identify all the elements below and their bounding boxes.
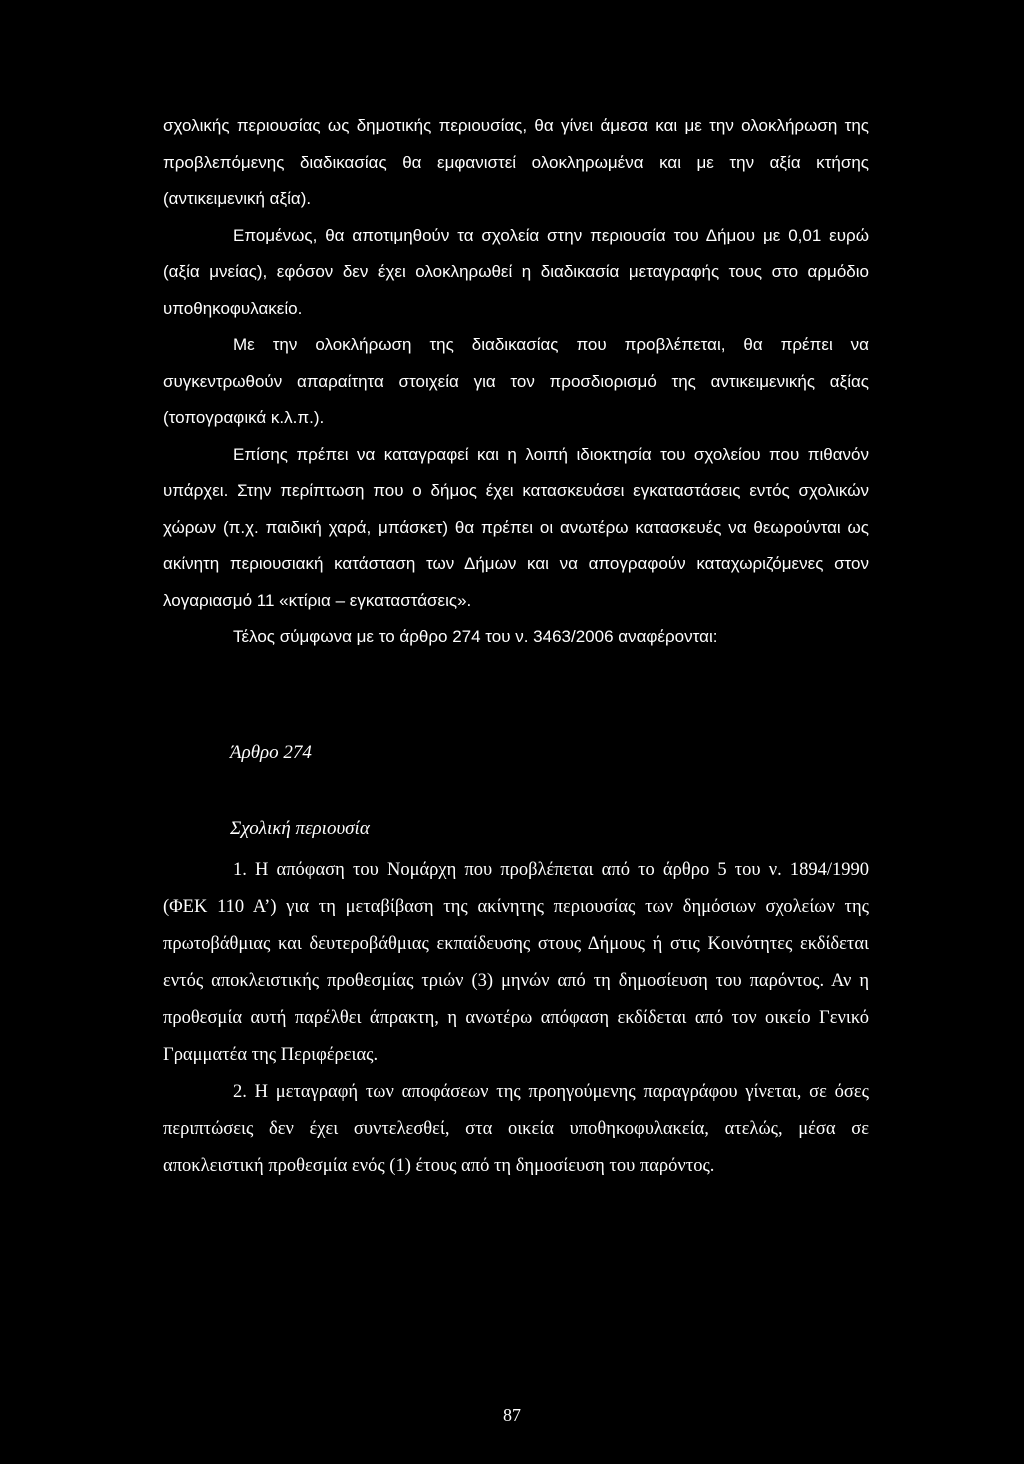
- page-number: 87: [503, 1405, 521, 1425]
- paragraph-article-intro: Τέλος σύμφωνα με το άρθρο 274 του ν. 3463/2006 αναφέρονται:: [233, 627, 718, 646]
- paragraph-procedure: Με την ολοκλήρωση της διαδικασίας που προβλέπεται, θα πρέπει να συγκεντρωθούν απαραίτητα στοιχεία για τον προσδιορισμό της αντικειμενικής αξίας (τοπογραφικά κ.λ.π.).: [163, 335, 869, 427]
- paragraph-valuation: Επομένως, θα αποτιμηθούν τα σχολεία στην περιουσία του Δήμου με 0,01 ευρώ (αξία μνείας), εφόσον δεν έχει ολοκληρωθεί η διαδικασία μεταγραφής τους στο αρμόδιο υποθηκοφυλακείο.: [163, 225, 869, 318]
- article-paragraph-1: 1. Η απόφαση του Νομάρχη που προβλέπεται από το άρθρο 5 του ν. 1894/1990 (ΦΕΚ 110 Α’) για τη μεταβίβαση της ακίνητης περιουσίας των δημόσιων σχολείων της πρωτοβάθμιας και δευτεροβάθμιας εκπαίδευσης στους Δήμους ή στις Κοινότητες εκδίδεται εντός αποκλειστικής προθεσμίας τριών (3) μηνών από τη δημοσίευση του παρόντος. Αν η προθεσμία αυτή παρέλθει άπρακτη, η ανωτέρω απόφαση εκδίδεται από τον οικείο Γενικό Γραμματέα της Περιφέρειας.: [163, 860, 869, 1065]
- article-body: [163, 852, 869, 1185]
- body-text-top: [163, 108, 869, 656]
- paragraph-other-property: Επίσης πρέπει να καταγραφεί και η λοιπή ιδιοκτησία του σχολείου που πιθανόν υπάρχει. Στην περίπτωση που ο δήμος έχει κατασκευάσει εγκαταστάσεις εντός σχολικών χώρων (π.χ. παιδική χαρά, μπάσκετ) θα πρέπει οι ανωτέρω κατασκευές να θεωρούνται ως ακίνητη περιουσιακή κατάσταση των Δήμων και να απογραφούν καταχωριζόμενες στον λογαριασμό 11 «κτίρια – εγκαταστάσεις».: [163, 444, 869, 610]
- article-paragraph-2: 2. Η μεταγραφή των αποφάσεων της προηγούμενης παραγράφου γίνεται, σε όσες περιπτώσεις δεν έχει συντελεσθεί, στα οικεία υποθηκοφυλακεία, ατελώς, μέσα σε αποκλειστική προθεσμία ενός (1) έτους από τη δημοσίευση του παρόντος.: [163, 1082, 869, 1176]
- paragraph-continuation: σχολικής περιουσίας ως δημοτικής περιουσίας, θα γίνει άμεσα και με την ολοκλήρωση της προβλεπόμενης διαδικασίας θα εμφανιστεί ολοκληρωμένα και με την αξία κτήσης (αντικειμενική αξία).: [163, 116, 869, 208]
- article-subheading: Σχολική περιουσία: [230, 818, 370, 839]
- article-heading: Άρθρο 274: [230, 742, 312, 763]
